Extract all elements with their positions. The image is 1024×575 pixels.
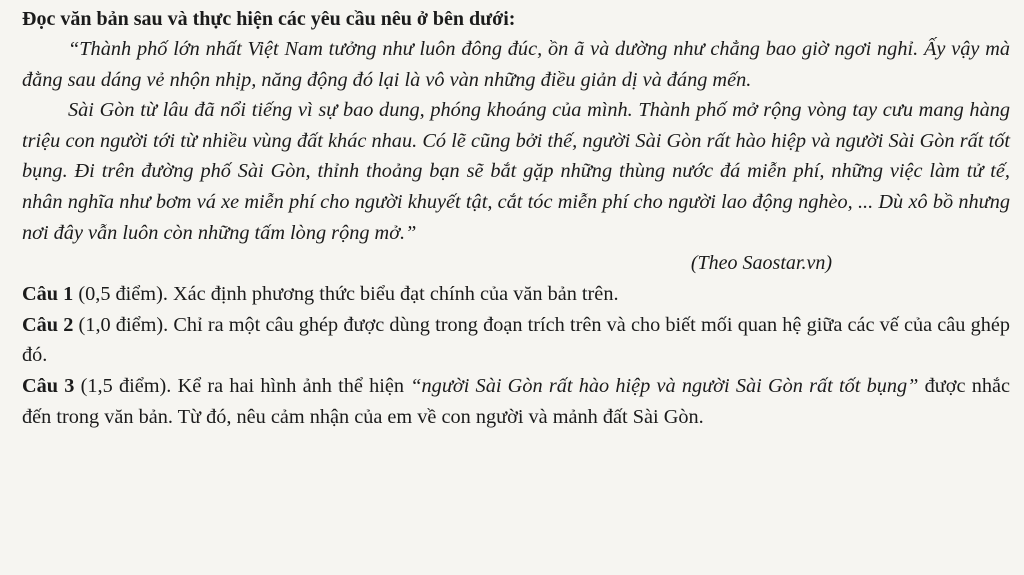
question-points: (0,5 điểm). xyxy=(78,283,168,306)
passage-source: (Theo Saostar.vn) xyxy=(690,252,832,275)
question-text-after: được nhắc đến trong văn bản. Từ đó, nêu cảm nhận của em về con người và mảnh đất Sài Gòn. xyxy=(22,374,1011,428)
question-points: (1,0 điểm). xyxy=(78,313,169,336)
question-quote: “người Sài Gòn rất hào hiệp và người Sài Gòn rất tốt bụng” xyxy=(410,374,919,397)
question-text-before: Kể ra hai hình ảnh thể hiện xyxy=(177,374,405,397)
question-text: Xác định phương thức biểu đạt chính của văn bản trên. xyxy=(173,283,619,306)
question-list xyxy=(22,279,1010,432)
question-number: Câu 2 xyxy=(22,313,74,336)
question-text: Chỉ ra một câu ghép được dùng trong đoạn trích trên và cho biết mối quan hệ giữa các vế của câu ghép đó. xyxy=(22,313,1011,367)
question-1 xyxy=(22,279,1010,310)
question-3 xyxy=(22,371,1010,432)
question-points: (1,5 điểm). xyxy=(80,374,172,397)
question-number: Câu 1 xyxy=(22,283,74,306)
passage-paragraph-1: “Thành phố lớn nhất Việt Nam tưởng như luôn đông đúc, ồn ã và dường như chẳng bao giờ ngơi nghỉ. Ấy vậy mà đằng sau dáng vẻ nhộn nhịp, năng động đó lại là vô vàn những điều giản dị và đáng mến. xyxy=(22,38,1010,91)
question-number: Câu 3 xyxy=(22,374,75,397)
passage-paragraph-2: Sài Gòn từ lâu đã nổi tiếng vì sự bao dung, phóng khoáng của mình. Thành phố mở rộng vòng tay cưu mang hàng triệu con người tới từ nhiều vùng đất khác nhau. Có lẽ cũng bởi thế, người Sài Gòn rất hào hiệp và người Sài Gòn rất tốt bụng. Đi trên đường phố Sài Gòn, thỉnh thoảng bạn sẽ bắt gặp những thùng nước đá miễn phí, những việc làm tử tế, nhân nghĩa như bơm vá xe miễn phí cho người khuyết tật, cắt tóc miễn phí cho người lao động nghèo, ... Dù xô bồ nhưng nơi đây vẫn luôn còn những tấm lòng rộng mở.” xyxy=(22,99,1010,244)
instruction-heading: Đọc văn bản sau và thực hiện các yêu cầu nêu ở bên dưới: xyxy=(22,8,516,30)
reading-passage xyxy=(22,34,1010,279)
question-2 xyxy=(22,310,1010,371)
